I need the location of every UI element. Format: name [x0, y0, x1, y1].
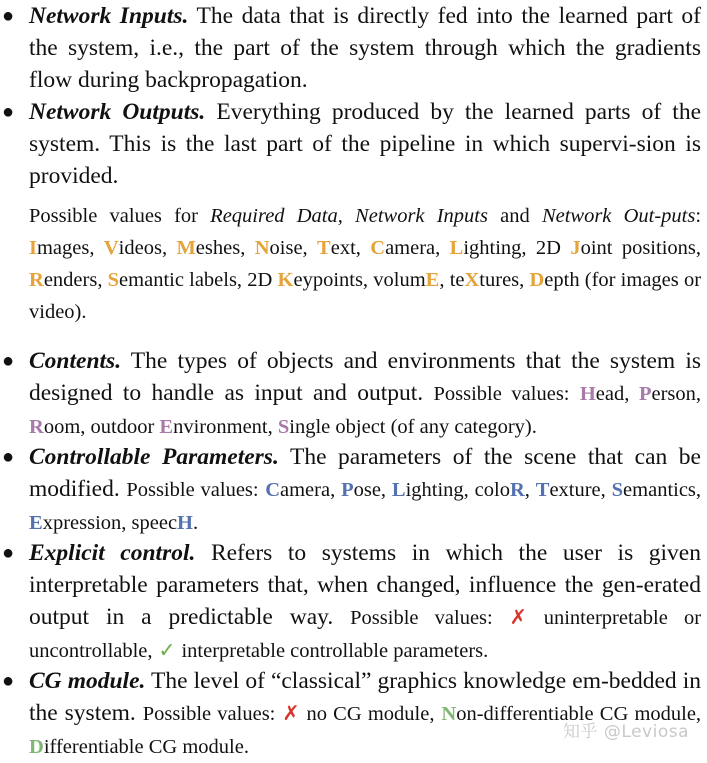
value-entry — [373, 269, 449, 291]
value-highlight-letter: L — [391, 479, 406, 501]
value-entry — [639, 383, 701, 405]
explicit-cross-text: uninterpretable or uncontrollable, — [29, 607, 702, 662]
value-rest: ext, — [330, 237, 371, 259]
value-rest: oise, — [269, 237, 318, 259]
value-rest: ideos, — [118, 237, 177, 259]
value-prefix: 2D — [247, 269, 278, 291]
value-entry — [317, 237, 370, 259]
cross-icon: ✗ — [282, 703, 300, 725]
desc-network-outputs: Everything produced by the learned parts of the system. This is the last part of the pipeline in which supervi-sion is provided. — [29, 99, 701, 189]
value-rest: , — [524, 479, 536, 501]
value-rest: amera, — [280, 479, 342, 501]
value-entry — [265, 479, 341, 501]
value-prefix: volum — [373, 269, 426, 291]
bullet-icon: ● — [2, 101, 15, 123]
value-highlight-letter: S — [611, 479, 624, 501]
value-rest: emantic labels, — [119, 269, 248, 291]
value-highlight-letter: K — [277, 269, 294, 291]
desc-contents: The types of objects and environments that the system is designed to handle as input and output. — [29, 348, 702, 406]
value-prefix: outdoor — [90, 416, 160, 438]
desc-explicit-control: Refers to systems in which the user is given interpretable parameters that, when changed, influence the gen-erated output in a predictable way. — [29, 540, 701, 630]
term-network-outputs: Network Outputs. — [29, 99, 206, 125]
pv-required-data: Required Data — [210, 205, 338, 227]
pv-prefix: Possible values for — [29, 205, 198, 227]
list-item-explicit-control — [2, 537, 702, 667]
controllable-pv-label: Possible values: — [126, 479, 259, 501]
term-explicit-control: Explicit control. — [29, 540, 196, 566]
desc-controllable-parameters: The parameters of the scene that can be modified. — [29, 444, 701, 502]
value-highlight-letter: R — [29, 269, 44, 291]
value-highlight-letter: P — [341, 479, 354, 501]
value-rest: amera, — [385, 237, 450, 259]
value-highlight-letter: R — [509, 479, 525, 501]
value-entry — [176, 237, 254, 259]
value-highlight-letter: X — [464, 269, 480, 291]
value-highlight-letter: E — [159, 416, 174, 438]
pv-comma: , — [337, 205, 343, 227]
list-item-cg-module — [2, 665, 702, 763]
value-highlight-letter: D — [529, 269, 545, 291]
value-highlight-letter: J — [570, 237, 581, 259]
value-rest: eshes, — [195, 237, 255, 259]
pv-network-inputs: Network Inputs — [355, 205, 488, 227]
value-entry — [29, 512, 132, 534]
watermark: 知乎 @Leviosa — [563, 722, 689, 742]
value-entry — [341, 479, 392, 501]
value-entry — [580, 383, 639, 405]
value-rest: ose, — [353, 479, 392, 501]
value-rest: tures, — [479, 269, 530, 291]
value-entry — [29, 269, 108, 291]
value-entry — [536, 237, 701, 259]
term-controllable-parameters: Controllable Parameters. — [29, 444, 279, 470]
value-rest: ead, — [595, 383, 639, 405]
value-highlight-letter: H — [579, 383, 596, 405]
explicit-pv-label: Possible values: — [350, 607, 493, 629]
term-cg-module: CG module. — [29, 668, 146, 694]
bullet-icon: ● — [2, 670, 15, 692]
value-highlight-letter: T — [317, 237, 331, 259]
value-rest: enders, — [43, 269, 108, 291]
value-rest: oint positions, — [580, 237, 702, 259]
value-rest: nvironment, — [173, 416, 278, 438]
cg-cross-text: no CG module, — [306, 703, 435, 725]
list-item-controllable-parameters — [2, 441, 702, 539]
cg-d-rest: ifferentiable CG module. — [43, 736, 249, 758]
cg-n-highlight: N — [441, 703, 457, 725]
value-rest: ighting, — [405, 479, 475, 501]
bullet-icon: ● — [2, 350, 15, 372]
value-highlight-letter: P — [638, 383, 652, 405]
cg-pv-label: Possible values: — [142, 703, 276, 725]
pv-and: and — [500, 205, 530, 227]
value-rest: emantics, — [623, 479, 702, 501]
value-rest: . — [193, 512, 199, 534]
value-rest: ighting, — [463, 237, 536, 259]
value-rest: eypoints, — [293, 269, 374, 291]
value-highlight-letter: R — [29, 416, 44, 438]
value-rest: oom, — [43, 416, 91, 438]
value-entry — [475, 479, 536, 501]
value-entry — [29, 416, 91, 438]
value-prefix: 2D — [535, 237, 571, 259]
value-highlight-letter: C — [370, 237, 386, 259]
value-prefix: speec — [131, 512, 178, 534]
value-highlight-letter: E — [425, 269, 440, 291]
bullet-icon: ● — [2, 446, 15, 468]
list-item-contents — [2, 345, 702, 443]
term-network-inputs: Network Inputs. — [29, 3, 189, 29]
value-prefix: colo — [474, 479, 510, 501]
explicit-check-text: interpretable controllable parameters. — [181, 640, 489, 662]
list-item-network-inputs — [2, 0, 701, 96]
value-entry — [91, 416, 278, 438]
desc-cg-module: The level of “classical” graphics knowledge em-bedded in the system. — [29, 668, 701, 726]
value-entry — [370, 237, 449, 259]
value-rest: , — [439, 269, 450, 291]
value-highlight-letter: I — [29, 237, 37, 259]
cg-n-rest: on-differentiable CG module, — [456, 703, 702, 725]
value-highlight-letter: S — [277, 416, 290, 438]
pv-entries — [29, 237, 701, 323]
value-entry — [104, 237, 177, 259]
value-rest: erson, — [651, 383, 701, 405]
value-entry — [278, 416, 537, 438]
check-icon: ✓ — [158, 640, 176, 662]
value-prefix: te — [449, 269, 465, 291]
value-highlight-letter: V — [103, 237, 119, 259]
value-highlight-letter: M — [176, 237, 196, 259]
value-entry — [247, 269, 373, 291]
value-entry — [255, 237, 317, 259]
value-entry — [536, 479, 612, 501]
value-highlight-letter: C — [265, 479, 281, 501]
contents-pv-label: Possible values: — [433, 383, 570, 405]
bullet-icon: ● — [2, 542, 15, 564]
value-highlight-letter: H — [177, 512, 193, 534]
cross-icon: ✗ — [509, 607, 527, 629]
value-entry — [450, 269, 530, 291]
value-highlight-letter: N — [254, 237, 270, 259]
value-entry — [450, 237, 536, 259]
value-rest: exture, — [549, 479, 612, 501]
value-entry — [108, 269, 248, 291]
value-entry — [29, 237, 104, 259]
value-highlight-letter: E — [29, 512, 43, 534]
value-rest: mages, — [36, 237, 104, 259]
bullet-icon: ● — [2, 5, 15, 27]
cg-d-highlight: D — [29, 736, 44, 758]
value-rest: ingle object (of any category). — [289, 416, 537, 438]
pv-colon: : — [695, 205, 702, 227]
term-contents: Contents. — [29, 348, 122, 374]
value-highlight-letter: L — [449, 237, 464, 259]
value-entry — [392, 479, 475, 501]
value-rest: epth (for images or video). — [29, 269, 702, 323]
value-rest: xpression, — [42, 512, 132, 534]
pv-network-outputs: Network Out-puts — [541, 205, 696, 227]
value-entry — [612, 479, 701, 501]
value-highlight-letter: T — [535, 479, 550, 501]
value-entry — [132, 512, 199, 534]
desc-network-inputs: The data that is directly fed into the learned part of the system, i.e., the part of the system through which the gradients flow during backpropagation. — [29, 3, 701, 93]
value-highlight-letter: S — [107, 269, 120, 291]
list-item-network-outputs — [2, 96, 701, 192]
possible-values-block — [29, 200, 701, 328]
